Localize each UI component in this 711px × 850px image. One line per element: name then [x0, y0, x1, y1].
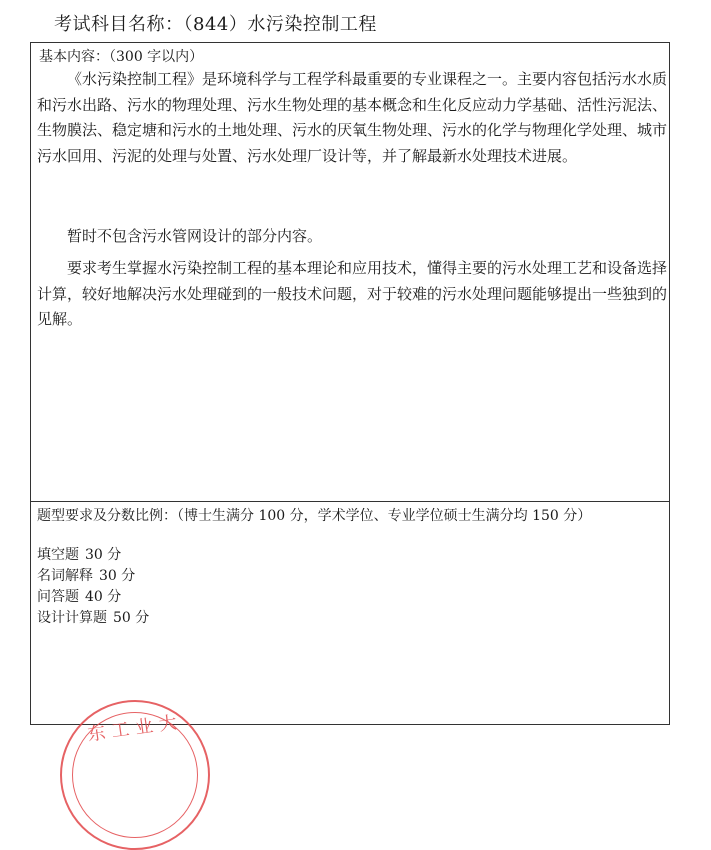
content-paragraph: 要求考生掌握水污染控制工程的基本理论和应用技术，懂得主要的污水处理工艺和设备选择计算，较好地解决污水处理碰到的一般技术问题，对于较难的污水处理问题能够提出一些独到的见解。 [37, 259, 668, 328]
score-section [31, 501, 669, 724]
score-item [37, 587, 149, 608]
exam-outline-table [30, 42, 670, 725]
score-item [37, 566, 149, 587]
score-list [37, 545, 149, 629]
score-item-value: 40 分 [85, 589, 122, 605]
content-paragraph: 暂时不包含污水管网设计的部分内容。 [67, 227, 323, 245]
score-item [37, 545, 149, 566]
score-item-value: 30 分 [99, 568, 136, 584]
basic-content-section [31, 43, 669, 502]
seal-text: 东工业大 [86, 711, 185, 746]
exam-subject-title: 考试科目名称：（844）水污染控制工程 [54, 14, 377, 35]
basic-content-heading: 基本内容：（300 字以内） [39, 49, 204, 65]
content-paragraph: 《水污染控制工程》是环境科学与工程学科最重要的专业课程之一。主要内容包括污水水质和污水出路、污水的物理处理、污水生物处理的基本概念和生化反应动力学基础、活性污泥法、生物膜法、稳定塘和污水的土地处理、污水的厌氧生物处理、污水的化学与物理化学处理、城市污水回用、污泥的处理与处置、污水处理厂设计等，并了解最新水处理技术进展。 [37, 70, 668, 165]
official-seal-stamp [60, 700, 210, 850]
score-item-label: 问答题 [37, 589, 79, 605]
score-item-label: 设计计算题 [37, 610, 107, 626]
score-item-label: 填空题 [37, 547, 79, 563]
score-heading: 题型要求及分数比例：（博士生满分 100 分，学术学位、专业学位硕士生满分均 150 分） [37, 508, 592, 524]
score-item-label: 名词解释 [37, 568, 93, 584]
score-item [37, 608, 149, 629]
score-item-value: 50 分 [113, 610, 150, 626]
score-item-value: 30 分 [85, 547, 122, 563]
